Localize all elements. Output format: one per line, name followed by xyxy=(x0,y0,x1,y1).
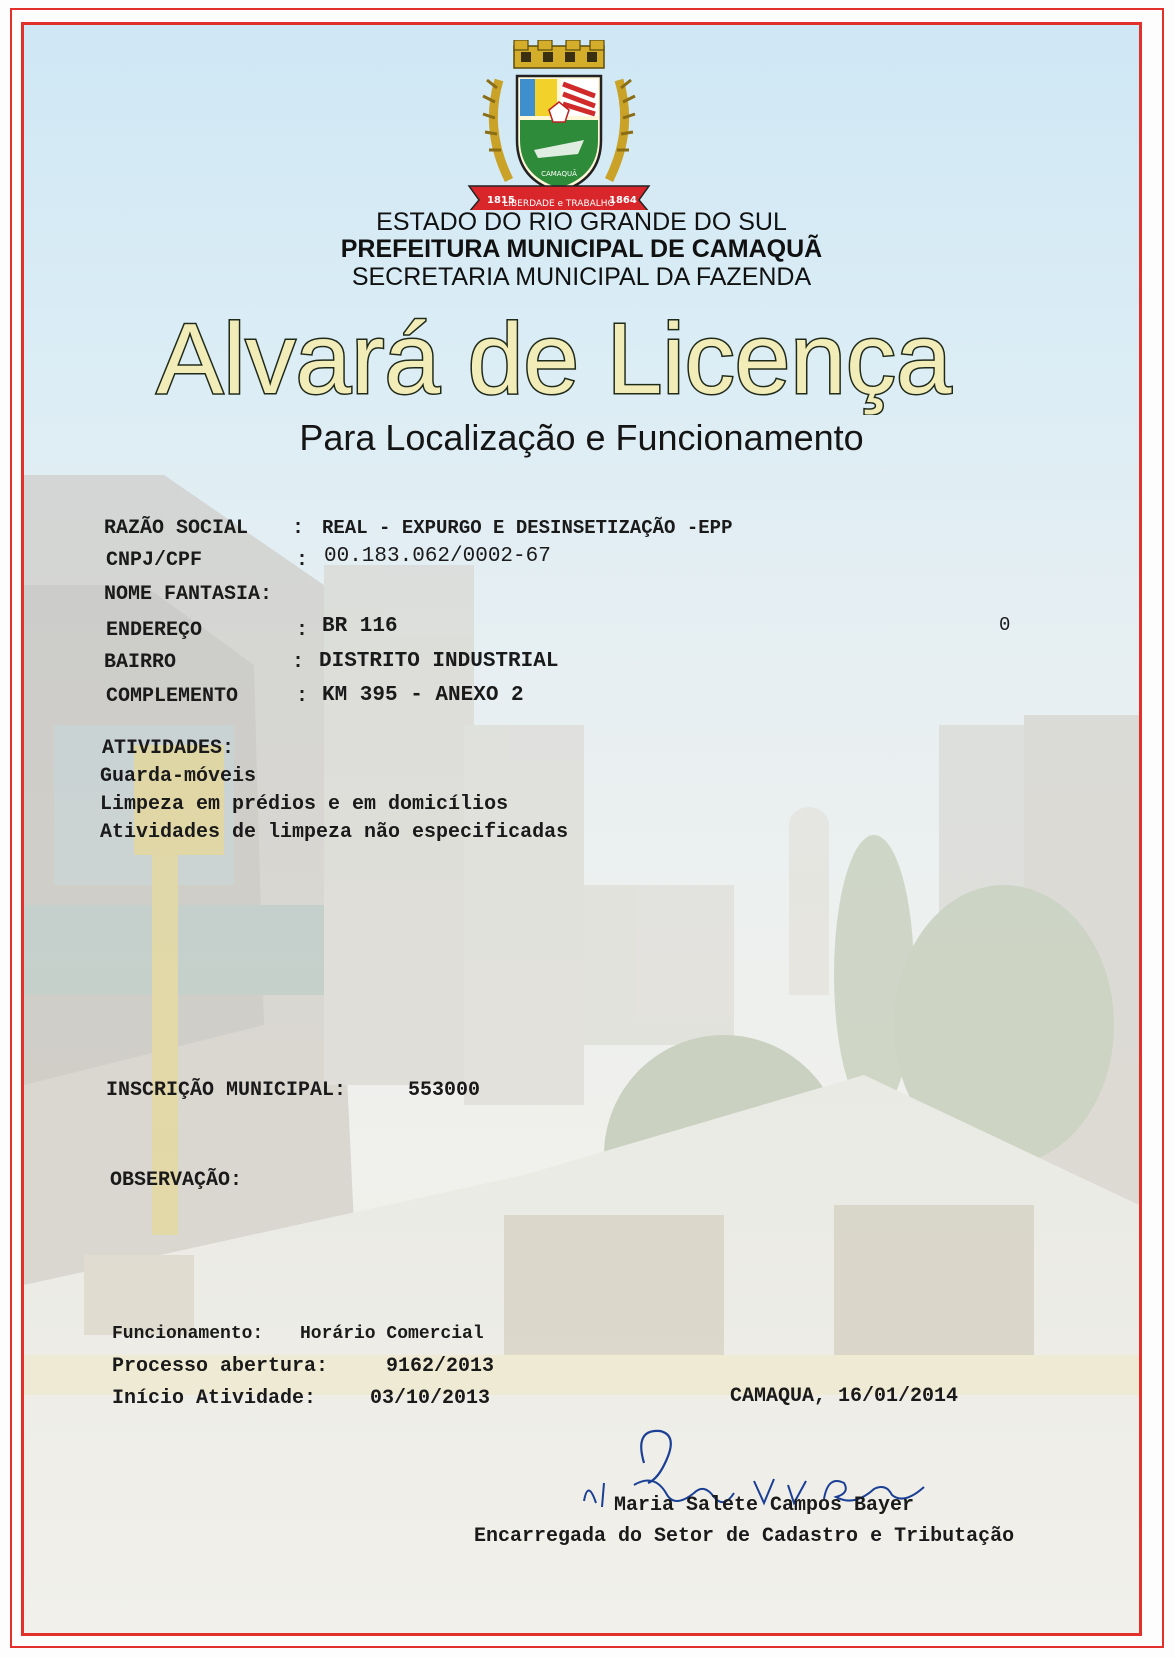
document-title xyxy=(24,303,1139,415)
bairro-label: BAIRRO xyxy=(104,651,177,674)
cnpj-value: 00.183.062/0002-67 xyxy=(324,545,551,568)
emblem-year-left: 1815 xyxy=(487,195,515,206)
funcionamento-value: Horário Comercial xyxy=(300,1324,484,1344)
observacao-label: OBSERVAÇÃO: xyxy=(110,1169,243,1192)
city-date: CAMAQUA, 16/01/2014 xyxy=(730,1385,959,1408)
endereco-number: 0 xyxy=(999,614,1011,636)
emblem-year-right: 1864 xyxy=(609,195,637,206)
state-name: ESTADO DO RIO GRANDE DO SUL xyxy=(376,208,787,236)
activities-label: ATIVIDADES: xyxy=(102,737,235,760)
nome-fantasia-label: NOME FANTASIA: xyxy=(104,583,273,606)
emblem-motto: LIBERDADE e TRABALHO xyxy=(503,199,615,209)
separator: : xyxy=(296,619,309,642)
complemento-label: COMPLEMENTO xyxy=(106,685,239,708)
signatory-name: Maria Salete Campos Bayer xyxy=(614,1494,915,1517)
inscricao-label: INSCRIÇÃO MUNICIPAL: xyxy=(106,1079,347,1102)
activity-item: Guarda-móveis xyxy=(100,765,257,788)
cnpj-label: CNPJ/CPF xyxy=(106,549,203,572)
inicio-label: Início Atividade: xyxy=(112,1387,317,1410)
separator: : xyxy=(292,517,305,540)
razao-social-value: REAL - EXPURGO E DESINSETIZAÇÃO -EPP xyxy=(322,517,733,539)
inscricao-value: 553000 xyxy=(408,1079,481,1102)
inicio-value: 03/10/2013 xyxy=(370,1387,491,1410)
separator: : xyxy=(296,549,309,572)
document-subtitle: Para Localização e Funcionamento xyxy=(299,417,864,458)
activity-item: Atividades de limpeza não especificadas xyxy=(100,821,569,844)
secretariat-name: SECRETARIA MUNICIPAL DA FAZENDA xyxy=(351,263,812,291)
emblem-city: CAMAQUÃ xyxy=(541,170,577,178)
prefecture-name: PREFEITURA MUNICIPAL DE CAMAQUÃ xyxy=(340,235,823,263)
razao-social-label: RAZÃO SOCIAL xyxy=(104,517,249,540)
funcionamento-label: Funcionamento: xyxy=(112,1324,264,1344)
certificate xyxy=(21,22,1142,1636)
coat-of-arms-icon xyxy=(439,40,679,210)
document-title-text: Alvará de Licença xyxy=(156,303,952,415)
bairro-value: DISTRITO INDUSTRIAL xyxy=(319,650,559,673)
separator: : xyxy=(296,685,309,708)
endereco-value: BR 116 xyxy=(322,615,398,638)
endereco-label: ENDEREÇO xyxy=(106,619,203,642)
processo-label: Processo abertura: xyxy=(112,1355,329,1378)
complemento-value: KM 395 - ANEXO 2 xyxy=(322,684,524,707)
separator: : xyxy=(292,651,305,674)
processo-value: 9162/2013 xyxy=(386,1355,495,1378)
activity-item: Limpeza em prédios e em domicílios xyxy=(100,793,509,816)
signatory-title: Encarregada do Setor de Cadastro e Tributação xyxy=(474,1525,1015,1548)
